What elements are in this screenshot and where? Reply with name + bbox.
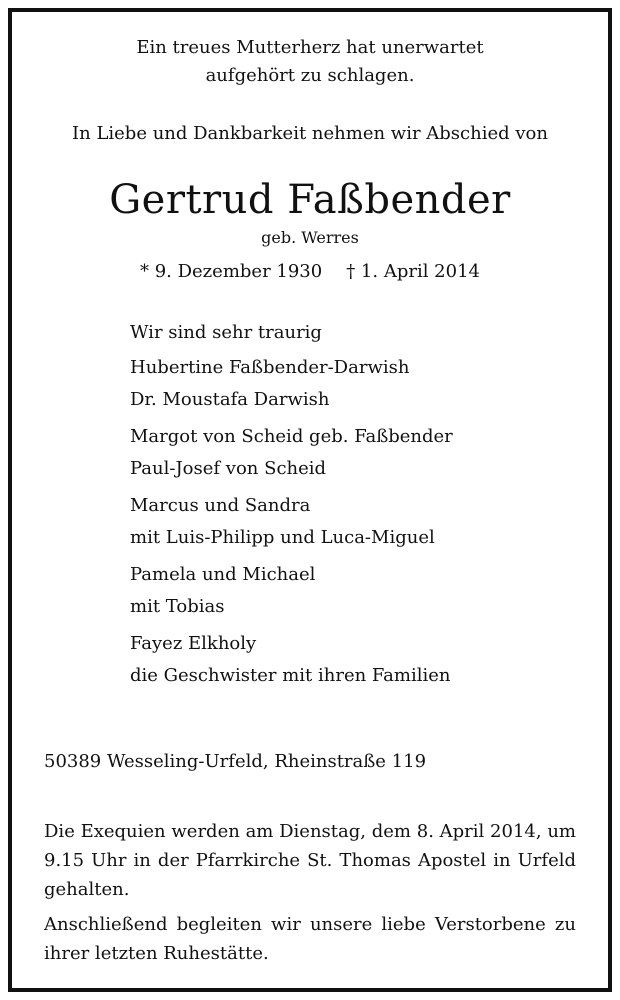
- mourner-name: Pamela und Michael: [130, 564, 316, 585]
- deceased-name: Gertrud Faßbender: [109, 177, 511, 223]
- mourners-list: [130, 319, 590, 697]
- service-paragraph: Die Exequien werden am Dienstag, dem 8. April 2014, um 9.15 Uhr in der Pfarrkirche St. Thomas Apostel in Urfeld gehalten.: [44, 821, 576, 900]
- mourner-name: die Geschwister mit ihren Familien: [130, 665, 451, 686]
- mourner-name: Dr. Moustafa Darwish: [130, 389, 330, 410]
- mourner-name: mit Tobias: [130, 596, 225, 617]
- maiden-name: geb. Werres: [261, 228, 359, 247]
- life-dates: [0, 258, 620, 286]
- family-address: 50389 Wesseling-Urfeld, Rheinstraße 119: [44, 751, 427, 772]
- intro-text: [0, 34, 620, 90]
- mourner-name: Paul-Josef von Scheid: [130, 458, 327, 479]
- mourner-group: [130, 490, 590, 554]
- mourner-name: Hubertine Faßbender-Darwish: [130, 357, 410, 378]
- mourner-group: [130, 421, 590, 485]
- mourner-group: [130, 352, 590, 416]
- farewell-line: In Liebe und Dankbarkeit nehmen wir Abschied von: [72, 123, 548, 144]
- birth-date: * 9. Dezember 1930: [139, 261, 323, 282]
- mourner-name: Margot von Scheid geb. Faßbender: [130, 426, 453, 447]
- mourners-lead: Wir sind sehr traurig: [130, 322, 322, 343]
- burial-paragraph: Anschließend begleiten wir unsere liebe Verstorbene zu ihrer letzten Ruhestätte.: [44, 914, 576, 964]
- mourner-name: Fayez Elkholy: [130, 633, 257, 654]
- mourner-name: mit Luis-Philipp und Luca-Miguel: [130, 527, 435, 548]
- intro-line-1: Ein treues Mutterherz hat unerwartet: [136, 37, 484, 58]
- death-date: † 1. April 2014: [346, 261, 480, 282]
- mourner-group: [130, 628, 590, 692]
- mourner-name: Marcus und Sandra: [130, 495, 311, 516]
- mourner-group: [130, 559, 590, 623]
- intro-line-2: aufgehört zu schlagen.: [205, 65, 415, 86]
